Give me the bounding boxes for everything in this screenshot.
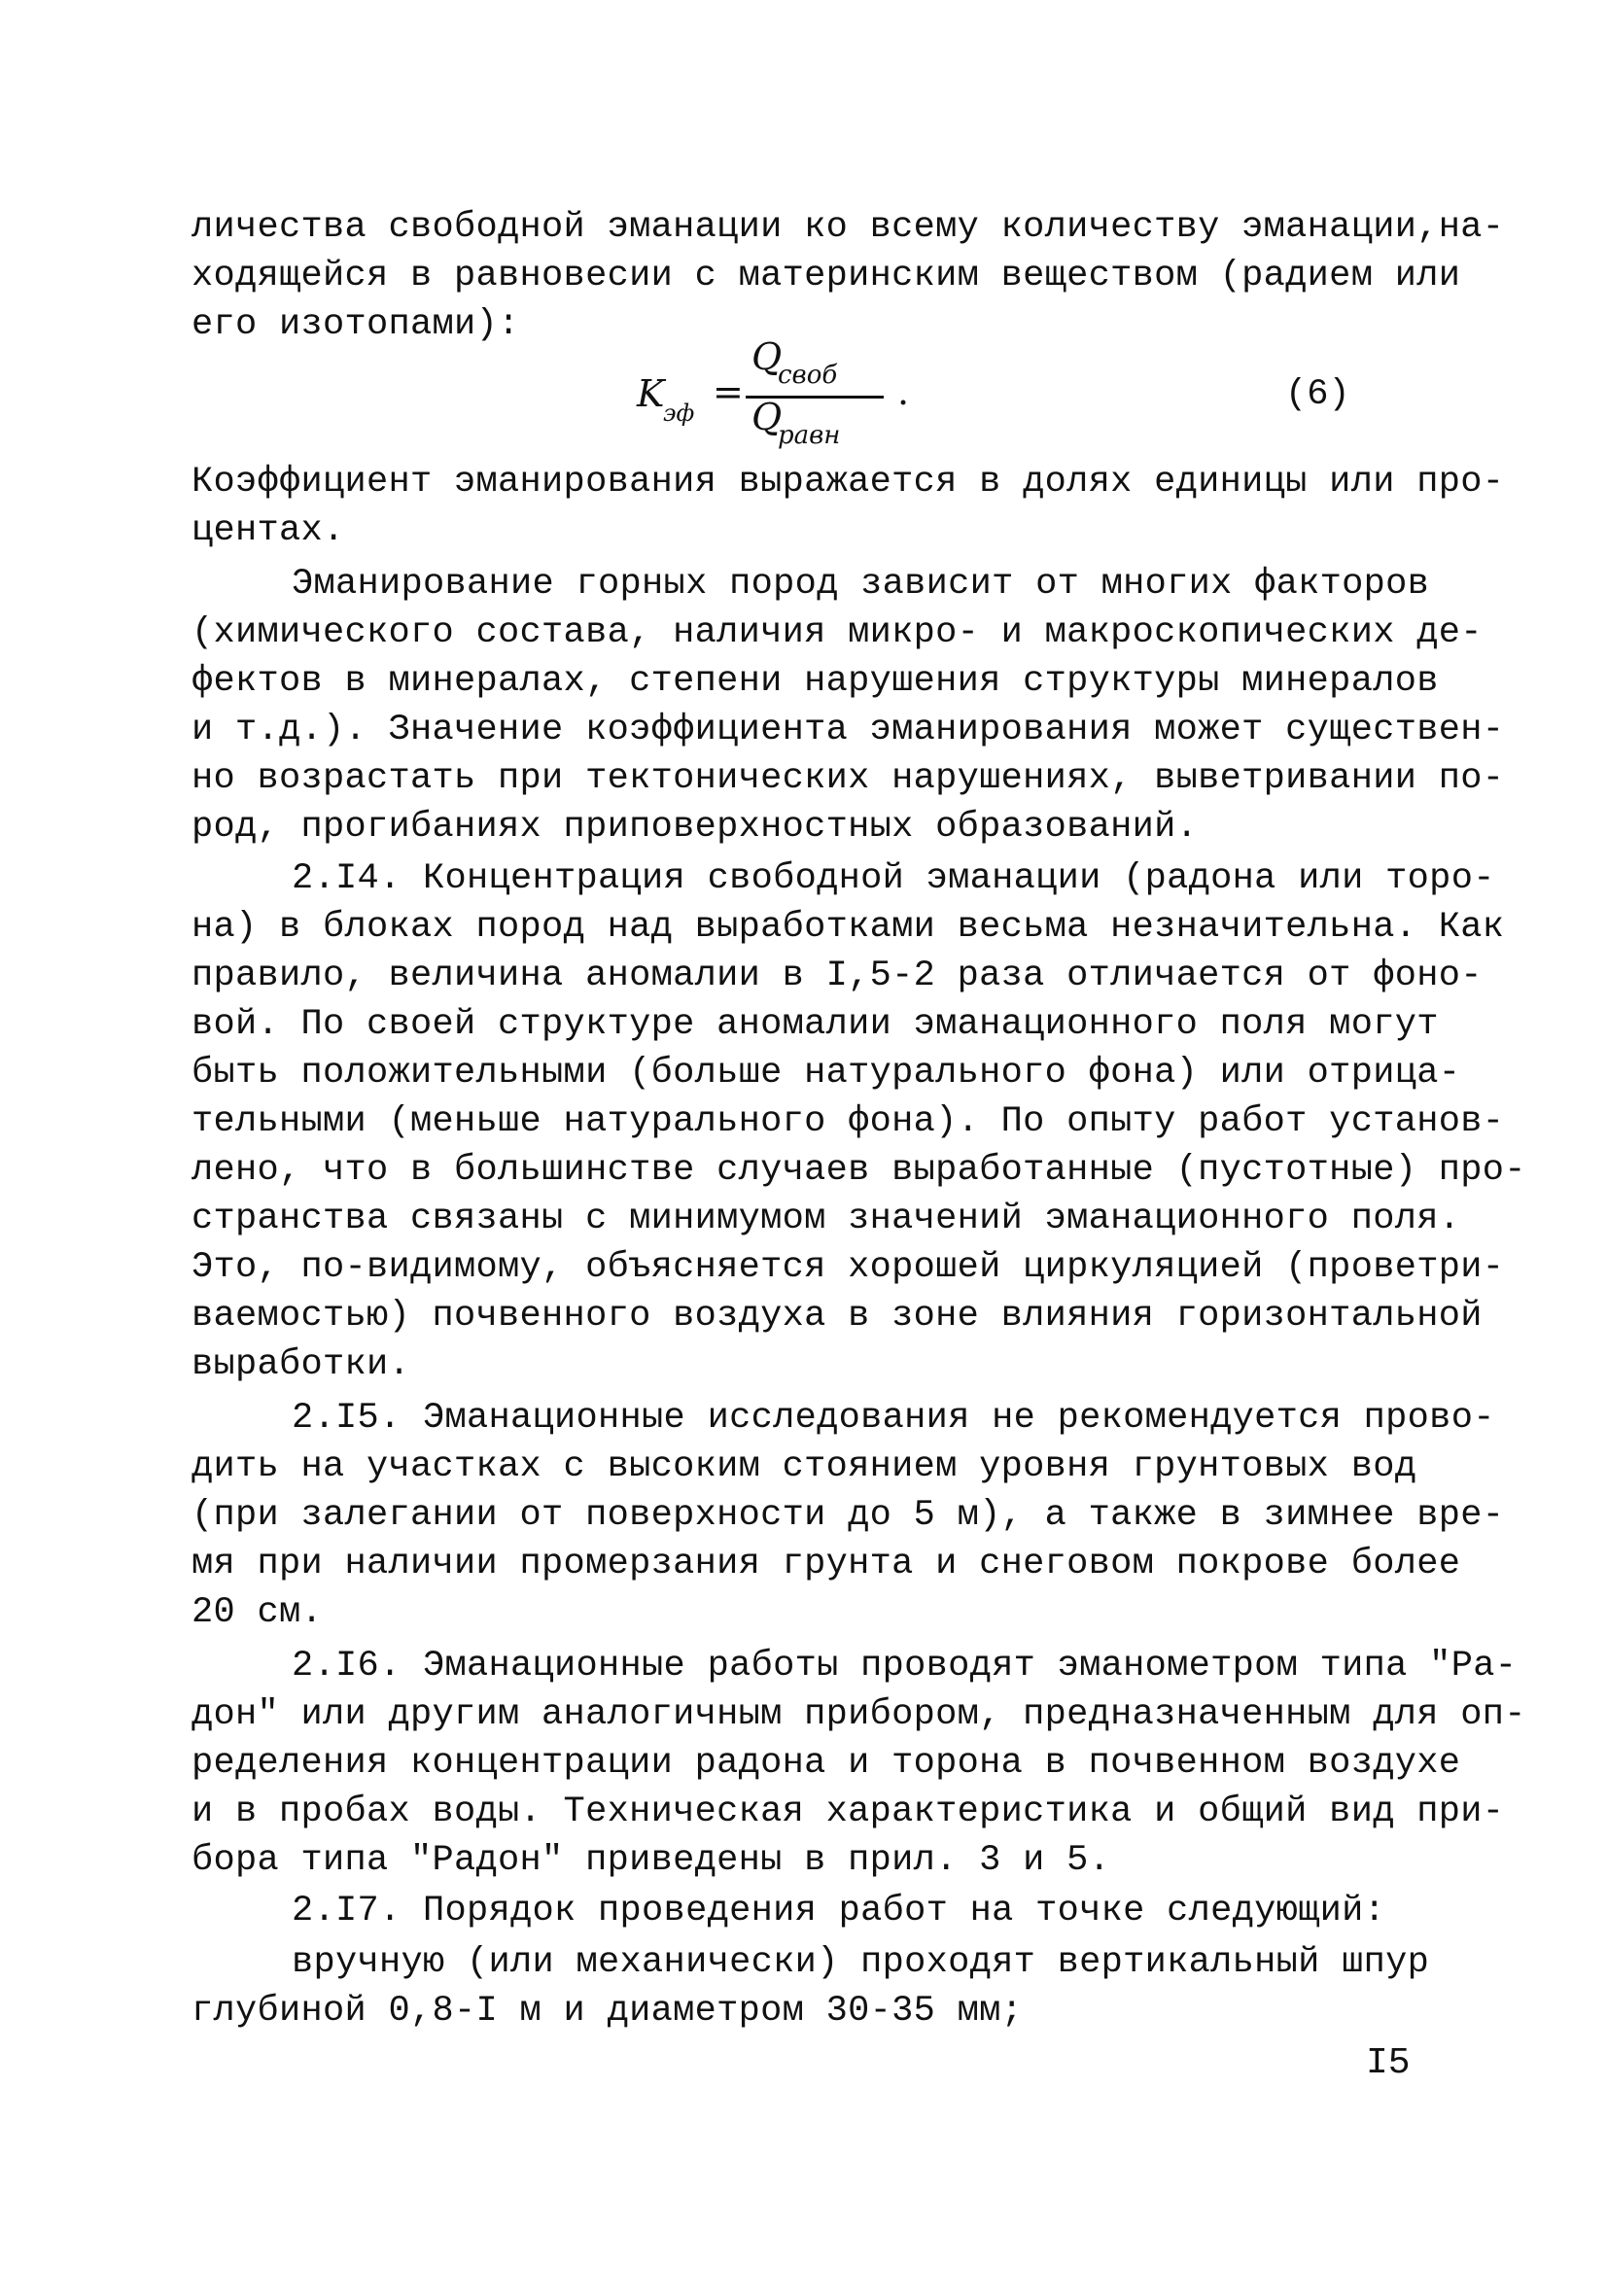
text-line-31: и в пробах воды. Техническая характеристика и общий вид при- [192,1792,1505,1832]
text-line-11: род, прогибаниях приповерхностных образований. [192,807,1199,848]
text-line-9: и т.д.). Значение коэффициента эманирования может существен- [192,710,1505,750]
formula-lhs: K [637,372,665,415]
formula-denominator: Q [751,396,783,438]
text-line-10: но возрастать при тектонических нарушениях, выветривании по- [192,758,1505,799]
page-number: I5 [1366,2042,1411,2084]
text-line-8: фектов в минералах, степени нарушения структуры минералов [192,661,1439,702]
formula-lhs-subscript: эф [663,400,695,427]
text-line-18: лено, что в большинстве случаев выработанные (пустотные) про- [192,1150,1526,1191]
text-line-20: Это, по-видимому, объясняется хорошей циркуляцией (проветри- [192,1247,1505,1288]
text-line-6: Эманирование горных пород зависит от многих факторов [292,564,1430,605]
text-line-2: ходящейся в равновесии с материнским веществом (радием или [192,256,1461,296]
formula-denominator-subscript: равн [778,421,841,450]
equation-number: (6) [1285,374,1350,415]
text-line-3: его изотопами): [192,304,520,345]
text-line-23: 2.I5. Эманационные исследования не рекомендуется прово- [292,1398,1495,1439]
formula-numerator: Q [751,335,783,378]
text-line-17: тельными (меньше натурального фона). По опыту работ установ- [192,1101,1505,1142]
formula-emanation-coefficient [637,335,1045,462]
text-line-5: центах. [192,510,345,551]
formula-trailing-period: . [897,370,910,413]
text-line-25: (при залегании от поверхности до 5 м), а также в зимнее вре- [192,1495,1505,1536]
text-line-32: бора типа "Радон" приведены в прил. 3 и 5. [192,1840,1111,1881]
text-line-16: быть положительными (больше натурального фона) или отрица- [192,1053,1461,1094]
text-line-21: ваемостью) почвенного воздуха в зоне влияния горизонтальной [192,1296,1483,1337]
formula-numerator-subscript: своб [778,361,838,390]
text-line-35: глубиной 0,8-I м и диаметром 30-35 мм; [192,1991,1024,2032]
text-line-24: дить на участках с высоким стоянием уровня грунтовых вод [192,1446,1417,1487]
text-line-13: на) в блоках пород над выработками весьма незначительна. Как [192,907,1505,948]
text-line-4: Коэффициент эманирования выражается в долях единицы или про- [192,462,1505,503]
text-line-12: 2.I4. Концентрация свободной эманации (радона или торо- [292,858,1495,899]
text-line-7: (химического состава, наличия микро- и макроскопических де- [192,612,1483,653]
text-line-33: 2.I7. Порядок проведения работ на точке следующий: [292,1891,1386,1931]
text-line-34: вручную (или механически) проходят вертикальный шпур [292,1942,1430,1983]
text-line-22: выработки. [192,1344,411,1385]
text-line-30: ределения концентрации радона и торона в почвенном воздухе [192,1743,1461,1784]
text-line-15: вой. По своей структуре аномалии эманационного поля могут [192,1004,1439,1045]
text-line-29: дон" или другим аналогичным прибором, предназначенным для оп- [192,1694,1526,1735]
formula-equals: = [713,370,744,413]
text-line-28: 2.I6. Эманационные работы проводят эманометром типа "Ра- [292,1646,1518,1687]
text-line-1: личества свободной эманации ко всему количеству эманации,на- [192,207,1505,248]
text-line-19: странства связаны с минимумом значений эманационного поля. [192,1199,1461,1239]
text-line-26: мя при наличии промерзания грунта и снеговом покрове более [192,1544,1461,1584]
text-line-14: правило, величина аномалии в I,5-2 раза отличается от фоно- [192,956,1483,996]
text-line-27: 20 см. [192,1592,324,1633]
